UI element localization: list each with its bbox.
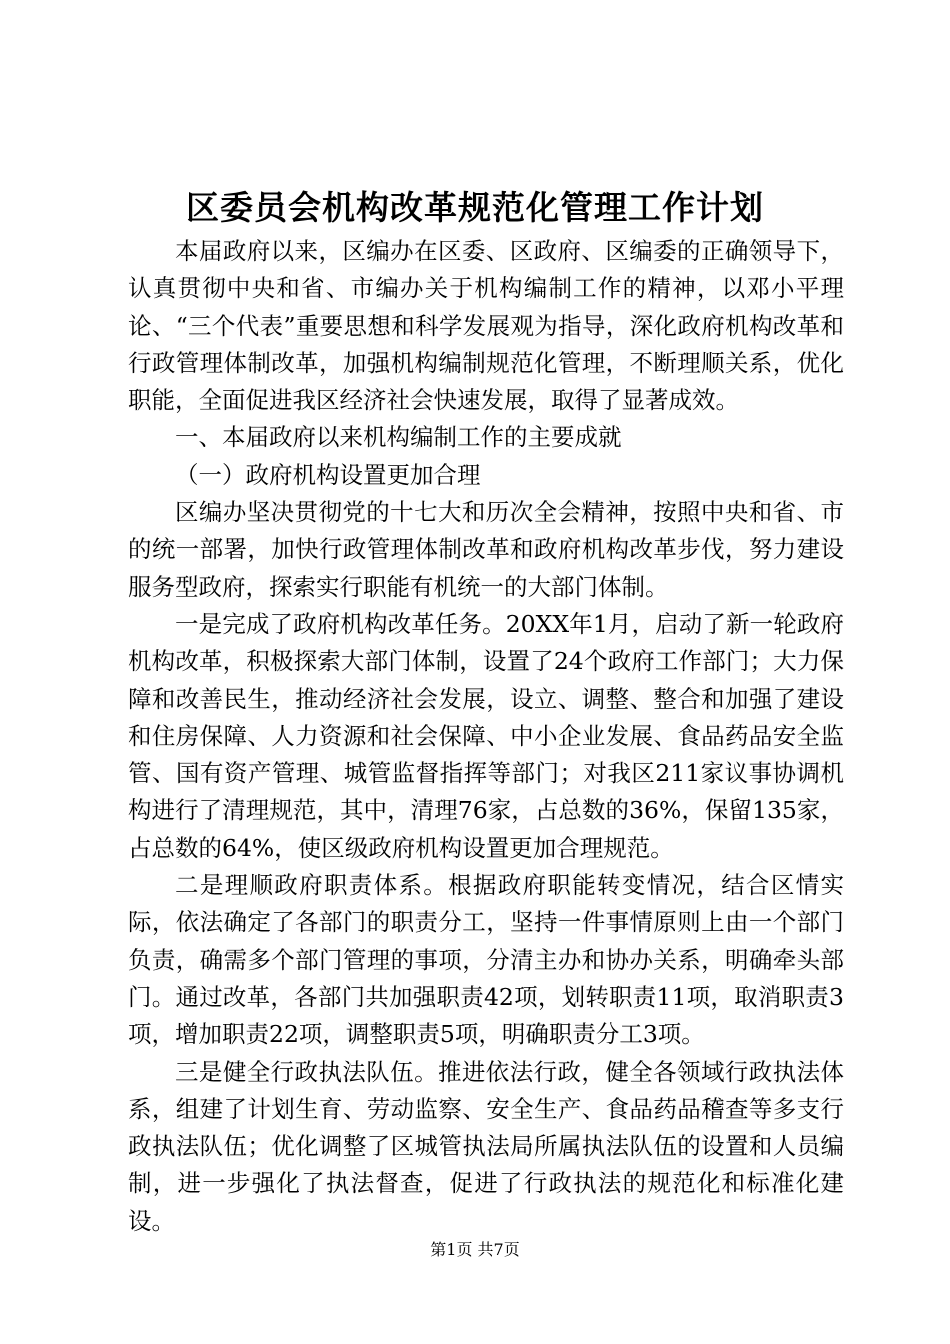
paragraph-point-three: 三是健全行政执法队伍。推进依法行政，健全各领域行政执法体系，组建了计划生育、劳动监察、安全生产、食品药品稽查等多支行政执法队伍；优化调整了区城管执法局所属执法队伍的设置和人员编制，进一步强化了执法督查，促进了行政执法的规范化和标准化建设。: [128, 1057, 844, 1235]
document-body: [128, 233, 844, 1240]
section-heading: 一、本届政府以来机构编制工作的主要成就: [175, 423, 622, 452]
paragraph-point-two: 二是理顺政府职责体系。根据政府职能转变情况，结合区情实际，依法确定了各部门的职责分工，坚持一件事情原则上由一个部门负责，确需多个部门管理的事项，分清主办和协办关系，明确牵头部门。通过改革，各部门共加强职责42项，划转职责11项，取消职责3项，增加职责22项，调整职责5项，明确职责分工3项。: [128, 871, 844, 1049]
document-title: 区委员会机构改革规范化管理工作计划: [186, 188, 764, 227]
paragraph-point-one: 一是完成了政府机构改革任务。20XX年1月，启动了新一轮政府机构改革，积极探索大部门体制，设置了24个政府工作部门；大力保障和改善民生，推动经济社会发展，设立、调整、整合和加强了建设和住房保障、人力资源和社会保障、中小企业发展、食品药品安全监管、国有资产管理、城管监督指挥等部门；对我区211家议事协调机构进行了清理规范，其中，清理76家，占总数的36%，保留135家，占总数的64%，使区级政府机构设置更加合理规范。: [128, 609, 844, 862]
paragraph-intro: 本届政府以来，区编办在区委、区政府、区编委的正确领导下，认真贯彻中央和省、市编办关于机构编制工作的精神，以邓小平理论、“三个代表”重要思想和科学发展观为指导，深化政府机构改革和行政管理体制改革，加强机构编制规范化管理，不断理顺关系，优化职能，全面促进我区经济社会快速发展，取得了显著成效。: [128, 237, 844, 415]
page-footer: 第1页 共7页: [430, 1240, 520, 1259]
subsection-heading: （一）政府机构设置更加合理: [175, 460, 481, 489]
paragraph-overview: 区编办坚决贯彻党的十七大和历次全会精神，按照中央和省、市的统一部署，加快行政管理体制改革和政府机构改革步伐，努力建设服务型政府，探索实行职能有机统一的大部门体制。: [128, 498, 844, 601]
